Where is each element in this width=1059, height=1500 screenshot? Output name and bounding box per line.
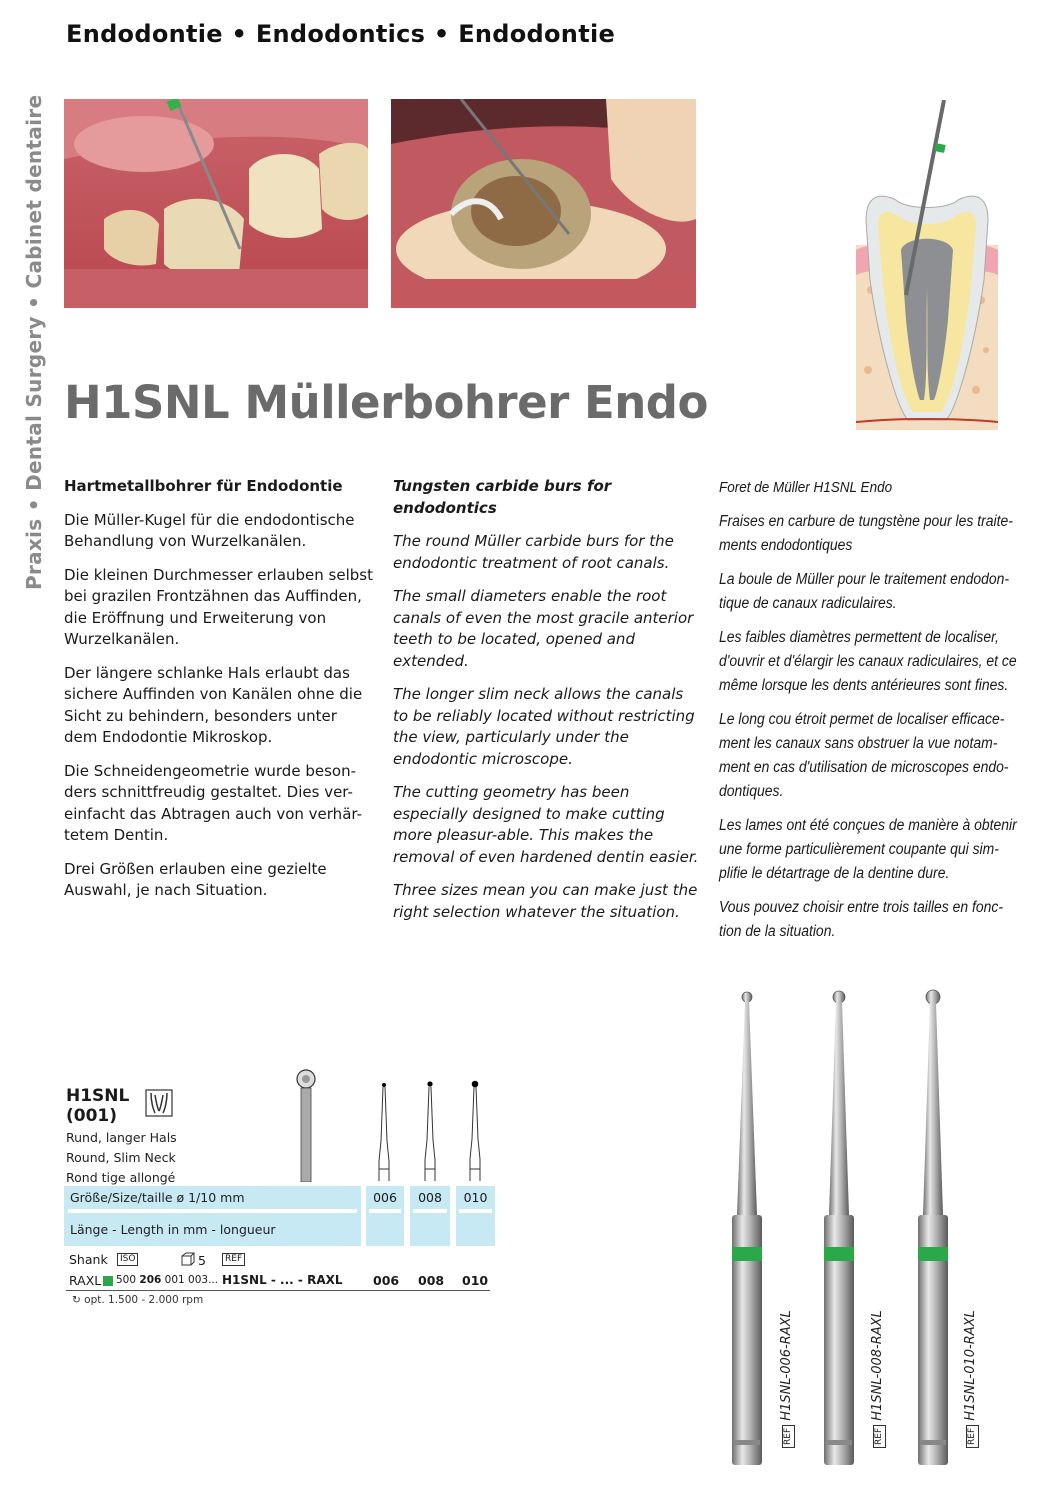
bur-label-006 (779, 1310, 795, 1448)
bur-label-text-008: H1SNL-008-RAXL (870, 1310, 885, 1421)
pack-icon (181, 1252, 197, 1269)
bur-label-text-010: H1SNL-010-RAXL (963, 1310, 978, 1421)
raxl-size-006: 006 (373, 1273, 400, 1288)
ref-badge-010: REF (966, 1425, 979, 1448)
raxl-size-008: 008 (418, 1273, 445, 1288)
french-paragraph: Le long cou étroit permet de localiser efficace-ment les canaux sans obstruer la vue notam-ment en cas d'utilisation de microscopes endo-dontiques. (719, 711, 1009, 800)
french-heading: Foret de Müller H1SNL Endo (719, 479, 893, 496)
bur-label-text-006: H1SNL-006-RAXL (779, 1310, 794, 1421)
iso-code-suffix: 001 003... (164, 1274, 219, 1286)
bur-outline-006 (376, 1081, 392, 1185)
product-desc-en: Round, Slim Neck (66, 1150, 176, 1165)
french-paragraph: Fraises en carbure de tungstène pour les traite-ments endodontiques (719, 513, 1013, 554)
page-header-title: Endodontie • Endodontics • Endodontie (66, 20, 616, 48)
length-label: Länge - Length in mm - longueur (70, 1222, 276, 1237)
size-label-row (64, 1186, 361, 1246)
size-value-006: 006 (373, 1190, 397, 1205)
german-text-column (64, 476, 374, 914)
french-paragraph: Vous pouvez choisir entre trois tailles en fonc-tion de la situation. (719, 899, 1004, 940)
english-paragraph: The round Müller carbide burs for the endodontic treatment of root canals. (393, 532, 674, 572)
row-divider (68, 1209, 357, 1213)
product-desc-de: Rund, langer Hals (66, 1130, 177, 1145)
bur-photo-008 (824, 991, 854, 1465)
size-label: Größe/Size/taille ø 1/10 mm (70, 1190, 245, 1205)
cell-divider (369, 1209, 401, 1213)
english-paragraph: The small diameters enable the root canals of even the most gracile anterior teeth to be located, opened and extended. (393, 587, 694, 670)
pack-count: 5 (198, 1253, 206, 1268)
bur-label-008 (870, 1310, 886, 1448)
ref-badge-006: REF (782, 1425, 795, 1448)
raxl-row (69, 1273, 489, 1291)
bur-head-closeup (294, 1068, 318, 1186)
cell-divider (413, 1209, 447, 1213)
size-value-010: 010 (463, 1190, 488, 1205)
bur-label-010-group (963, 1310, 1059, 1464)
english-paragraph: The longer slim neck allows the canals to be reliably located without restricting the view, particularly under the endodontic microscope. (393, 685, 695, 768)
german-paragraph: Die Müller-Kugel für die endodontische Behandlung von Wurzelkanälen. (64, 510, 355, 550)
side-section-label: Praxis • Dental Surgery • Cabinet dentaire (22, 94, 46, 590)
product-code-line2: (001) (66, 1106, 118, 1126)
size-cell-008 (410, 1186, 450, 1246)
product-code-line1: H1SNL (66, 1086, 130, 1106)
french-paragraph: Les faibles diamètres permettent de localiser, d'ouvrir et d'élargir les canaux radiculaires, et ce même lorsque les dents antérieures sont fines. (719, 629, 1017, 694)
clinical-photo-1 (64, 99, 368, 308)
green-shank-marker (103, 1276, 113, 1286)
iso-code-bold: 206 (139, 1274, 162, 1286)
iso-code-prefix: 500 (116, 1274, 137, 1286)
french-text-column (719, 476, 1021, 954)
raxl-size-010: 010 (462, 1273, 489, 1288)
tooth-root-canal-diagram (856, 100, 998, 432)
raxl-label: RAXL (69, 1273, 102, 1288)
french-paragraph: Les lames ont été conçues de manière à obtenir une forme particulièrement coupante qui sim-plifie le détartrage de la dentine dure. (719, 817, 1017, 882)
product-desc-fr: Rond tige allongé (66, 1170, 176, 1185)
german-paragraph: Die kleinen Durchmesser erlauben selbst bei grazilen Frontzähnen das Auffinden, die Eröffnung und Erweiterung von Wurzelkanälen. (64, 565, 373, 648)
cell-divider (459, 1209, 492, 1213)
german-heading: Hartmetallbohrer für Endodontie (64, 477, 343, 495)
size-cell-006 (366, 1186, 404, 1246)
bur-label-010 (963, 1310, 979, 1448)
tooth-type-icon (145, 1089, 173, 1121)
german-paragraph: Die Schneidengeometrie wurde beson-ders schnittfreudig gestaltet. Dies ver-einfacht das Abtragen auch von verhär-tetem Dentin. (64, 761, 363, 844)
product-code (66, 1086, 129, 1126)
iso-code (116, 1274, 218, 1286)
rotation-icon: ↻ (72, 1294, 81, 1306)
ref-code: H1SNL - ... - RAXL (222, 1273, 343, 1287)
clinical-photo-2 (391, 99, 696, 308)
rpm-row (72, 1294, 203, 1306)
german-paragraph: Drei Größen erlauben eine gezielte Auswahl, je nach Situation. (64, 859, 327, 899)
bur-photo-006 (732, 992, 762, 1465)
rpm-text: opt. 1.500 - 2.000 rpm (84, 1294, 204, 1306)
ref-badge: REF (222, 1253, 245, 1266)
size-cell-010 (456, 1186, 495, 1246)
iso-badge: ISO (117, 1253, 138, 1266)
size-value-008: 008 (418, 1190, 442, 1205)
shank-label: Shank (69, 1252, 108, 1267)
english-heading: Tungsten carbide burs for endodontics (393, 477, 612, 517)
english-text-column (393, 476, 703, 935)
english-paragraph: Three sizes mean you can make just the right selection whatever the situation. (393, 881, 698, 921)
table-bottom-rule (66, 1290, 490, 1291)
product-description (66, 1128, 177, 1188)
german-paragraph: Der längere schlanke Hals erlaubt das sichere Auffinden von Kanälen ohne die Sicht zu behindern, besonders unter dem Endodontie Mikroskop. (64, 663, 363, 746)
ref-badge-008: REF (873, 1425, 886, 1448)
shank-row (69, 1252, 489, 1270)
english-paragraph: The cutting geometry has been especially designed to make cutting more pleasur-able. This makes the removal of even hardened dentin easier. (393, 783, 699, 866)
bur-photos (715, 985, 985, 1480)
french-paragraph: La boule de Müller pour le traitement endodon-tique de canaux radiculaires. (719, 571, 1010, 612)
bur-outline-010 (467, 1079, 483, 1185)
bur-photo-010 (918, 990, 948, 1465)
product-main-title: H1SNL Müllerbohrer Endo (64, 376, 708, 429)
bur-outline-008 (422, 1080, 438, 1185)
